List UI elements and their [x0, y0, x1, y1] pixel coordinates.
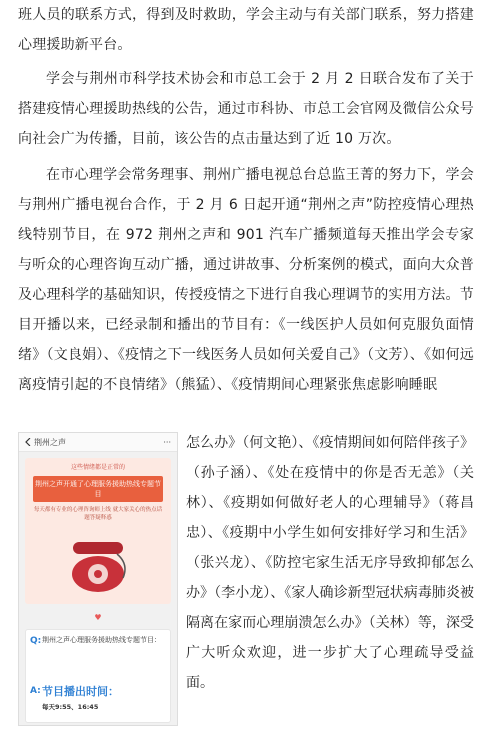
heart-icon: ♥ [94, 613, 102, 622]
phone-title-bar [19, 433, 177, 452]
q-label: Q: [30, 636, 42, 646]
paragraph-3-continued: 怎么办》（何文艳）、《疫情期间如何陪伴孩子》（孙子涵）、《处在疫情中的你是否无恙》（关林）、《疫期如何做好老人的心理辅导》（蒋昌忠）、《疫期中小学生如何安排好学习和生活》（张兴龙）、《防控宅家生活无序导致抑郁怎么办》（李小龙）、《家人确诊新型冠状病毒肺炎被隔离在家而心理崩溃怎么办》（关林）等，深受广大听众欢迎，进一步扩大了心理疏导受益面。 [186, 435, 474, 691]
broadcast-time: 每天9:55、16:45 [42, 703, 99, 711]
qa-card [25, 629, 171, 723]
telephone-icon [65, 534, 131, 596]
phone-back [25, 437, 66, 448]
paragraph-1: 班人员的联系方式，得到及时救助，学会主动与有关部门联系，努力搭建心理援助新平台。 [18, 7, 474, 53]
more-icon: ··· [163, 437, 171, 447]
chevron-left-icon [25, 438, 31, 446]
poster [25, 458, 171, 604]
a-text: 节目播出时间： [42, 685, 119, 698]
phone-title: 荆州之声 [34, 437, 66, 447]
paragraph-3: 在市心理学会常务理事、荆州广播电视总台总监王菁的努力下，学会与荆州广播电视台合作，于 2 月 6 日起开通“荆州之声”防控疫情心理热线特别节目，在 972 荆州之声和 901 汽车广播频道每天推出学会专家与听众的心理咨询互动广播，通过讲故事、分析案例的模式，面向大众普及心理科学的基础知识，传授疫情之下进行自我心理调节的实用方法。节目开播以来，已经录制和播出的节目有：《一线医护人员如何克服负面情绪》（文良娟）、《疫情之下一线医务人员如何关爱自己》（文芳）、《如何远离疫情引起的不良情绪》（熊猛）、《疫情期间心理紧张焦虑影响睡眠 [18, 167, 474, 393]
embedded-phone-screenshot [18, 432, 178, 726]
poster-top-text: 这些情绪都是正常的 [70, 464, 125, 471]
poster-banner: 荆州之声开通了心理服务援助热线专题节目 [33, 476, 163, 502]
q-text: 荆州之声心理服务援助热线专题节目： [42, 636, 161, 644]
a-label: A: [30, 686, 41, 696]
paragraph-2: 学会与荆州市科学技术协会和市总工会于 2 月 2 日联合发布了关于搭建疫情心理援助热线的公告，通过市科协、市总工会官网及微信公众号向社会广为传播，目前，该公告的点击量达到了近 10 万次。 [18, 71, 474, 147]
poster-subtext: 每天都有专业的心理咨询师上线 就大家关心的热点话题答疑释惑 [33, 507, 163, 521]
